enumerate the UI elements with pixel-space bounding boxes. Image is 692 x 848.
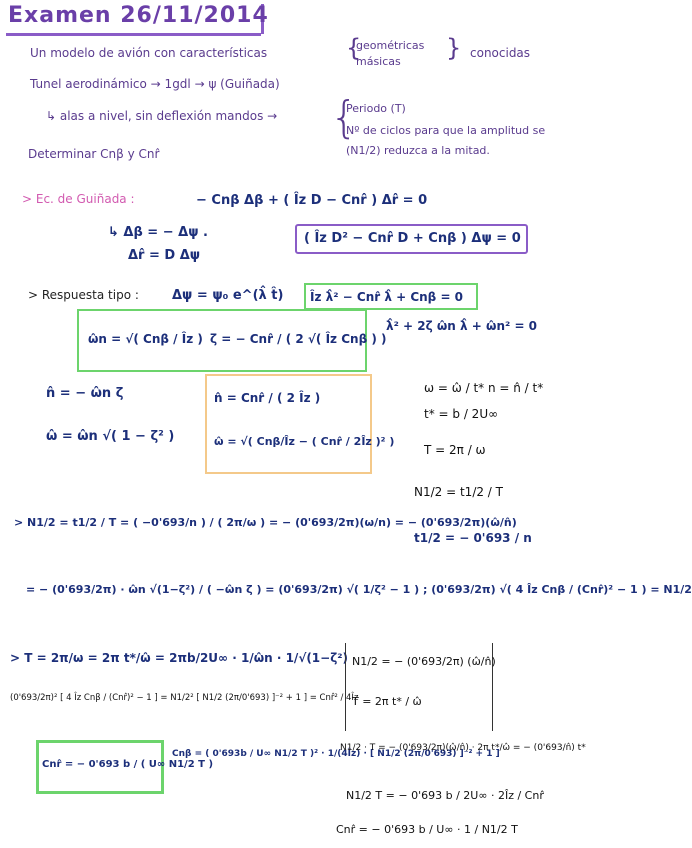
zeta-eq: ζ = − Cnr̂ / ( 2 √( Îz Cnβ ) ) <box>210 332 387 346</box>
wn-eq: ω̂n = √( Cnβ / Îz ) <box>88 332 203 346</box>
orange-box <box>205 374 372 474</box>
n12-line-1: > N1/2 = t1/2 / T = ( −0'693/n ) / ( 2π/ω ) = − (0'693/2π)(ω/n) = − (0'693/2π)(ω̂/n̂) <box>14 516 517 529</box>
heading-ec-guinada: > Ec. de Guiñada : <box>22 192 135 206</box>
brace-item-masicas: másicas <box>356 55 401 68</box>
t-half-eq: t1/2 = − 0'693 / n <box>414 531 532 545</box>
brace-item-geometricas: geométricas <box>356 39 425 52</box>
nt-line-2: N1/2 T = − 0'693 b / 2U∞ · 2Îz / Cnr̂ <box>346 789 544 802</box>
boxed-eq: ( Îz D² − Cnr̂ D + Cnβ ) Δψ = 0 <box>304 231 521 246</box>
green-char-eq: Îz λ̂² − Cnr̂ λ̂ + Cnβ = 0 <box>310 290 464 304</box>
bracket-n12: N1/2 = − (0'693/2π) (ω̂/n̂) <box>352 655 496 668</box>
big-brace: { <box>330 92 358 143</box>
w-box-eq: ω̂ = √( Cnβ/Îz − ( Cnr̂ / 2Îz )² ) <box>214 435 395 448</box>
nt-line-1: N1/2 · T = − (0'693/2π)(ω̂/n̂) · 2π t*/ω̂ = − (0'693/n̂) t* <box>340 743 586 753</box>
heading-respuesta: > Respuesta tipo : <box>28 288 139 302</box>
t-line-1: > T = 2π/ω = 2π t*/ω̂ = 2πb/2U∞ · 1/ω̂n · 1/√(1−ζ²) <box>10 651 349 665</box>
intro-line-4: Determinar Cnβ y Cnr̂ <box>28 147 160 161</box>
intro-line-1: Un modelo de avión con características <box>30 46 268 60</box>
right-omega: ω = ω̂ / t* n = n̂ / t* <box>424 381 544 395</box>
n12-line-2: = − (0'693/2π) · ω̂n √(1−ζ²) / ( −ω̂n ζ ) = (0'693/2π) √( 1/ζ² − 1 ) ; (0'693/2π) √( 4 Îz Cnβ / (Cnr̂)² − 1 ) = N1/2 <box>26 583 692 596</box>
n-hat-eq: n̂ = − ω̂n ζ <box>46 386 124 401</box>
right-tstar: t* = b / 2U∞ <box>424 407 499 421</box>
w-hat-eq: ω̂ = ω̂n √( 1 − ζ² ) <box>46 429 175 444</box>
right-item-periodo: Periodo (T) <box>346 102 406 115</box>
right-brace: } <box>446 34 462 62</box>
page-title: Examen 26/11/2014 <box>8 3 269 28</box>
intro-line-3: ↳ alas a nivel, sin deflexión mandos → <box>46 109 278 123</box>
cnr-result: Cnr̂ = − 0'693 b / ( U∞ N1/2 T ) <box>42 759 214 770</box>
right-n12: N1/2 = t1/2 / T <box>414 485 503 499</box>
intro-line-2: Tunel aerodinámico → 1gdl → ψ (Guiñada) <box>30 77 280 91</box>
title-underline <box>6 33 261 36</box>
left-brace: { <box>346 34 362 62</box>
eq-sub-2: Δr̂ = D Δψ <box>128 248 201 263</box>
eq-guinada: − Cnβ Δβ + ( Îz D − Cnr̂ ) Δr̂ = 0 <box>196 193 428 208</box>
resp-eq: Δψ = ψ₀ e^(λ̂ t̂) <box>172 288 284 303</box>
bracket-t: T = 2π t* / ω̂ <box>352 695 422 708</box>
intro-line-1-end: conocidas <box>470 46 531 60</box>
cnb-result: Cnβ = ( 0'693b / U∞ N1/2 T )² · 1/(4Îz) · [ N1/2 (2π/0'693) ]⁻² + 1 ] <box>172 749 500 759</box>
char-eq-std: λ̂² + 2ζ ω̂n λ̂ + ω̂n² = 0 <box>386 319 538 333</box>
right-item-ciclos: Nº de ciclos para que la amplitud se <box>346 124 546 137</box>
t-line-2: (0'693/2π)² [ 4 Îz Cnβ / (Cnr̂)² − 1 ] = N1/2² [ N1/2 (2π/0'693) ]⁻² + 1 ] = Cnr̂² / 4Îz <box>10 693 359 703</box>
nt-line-3: Cnr̂ = − 0'693 b / U∞ · 1 / N1/2 T <box>336 823 518 836</box>
right-period: T = 2π / ω <box>424 443 486 457</box>
right-item-n12: (N1/2) reduzca a la mitad. <box>346 144 490 157</box>
eq-sub-1: ↳ Δβ = − Δψ . <box>108 225 208 240</box>
n-box-eq: n̂ = Cnr̂ / ( 2 Îz ) <box>214 391 321 405</box>
